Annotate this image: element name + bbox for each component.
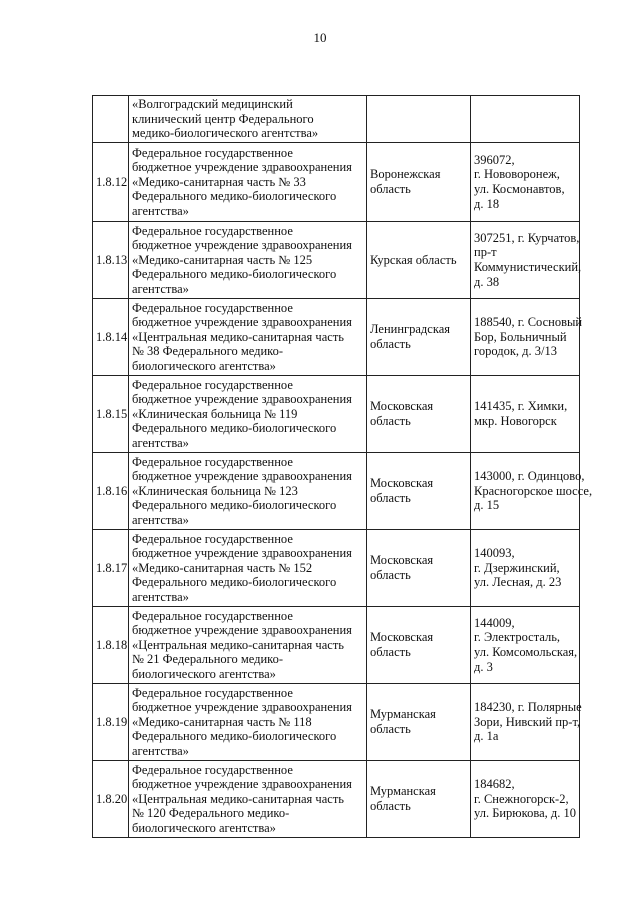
region-cell-line: область — [370, 799, 411, 813]
institution-name — [129, 143, 367, 222]
institution-name — [129, 96, 367, 143]
address-cell — [471, 453, 593, 530]
institution-name-line: бюджетное учреждение здравоохранения — [132, 160, 352, 175]
table-row — [93, 143, 580, 222]
region-cell-line: Курская область — [370, 252, 457, 267]
institution-name-line: агентства» — [132, 435, 189, 450]
institution-name-line: «Центральная медико-санитарная часть — [132, 791, 344, 806]
region-cell — [367, 376, 471, 453]
institution-name-line: Федерального медико-биологического — [132, 498, 337, 513]
address-cell-line: ул. Лесная, д. 23 — [474, 575, 562, 590]
address-cell — [471, 143, 580, 222]
row-number: 1.8.18 — [93, 607, 129, 684]
row-number: 1.8.17 — [93, 530, 129, 607]
region-cell-line: Мурманская — [370, 784, 436, 799]
address-cell-line: 396072, — [474, 152, 515, 167]
region-cell-line: Московская — [370, 553, 434, 568]
address-cell-line: 144009, — [474, 615, 515, 630]
institution-name-line: «Центральная медико-санитарная часть — [132, 637, 344, 652]
institution-name-line: Федеральное государственное — [132, 223, 293, 238]
address-cell-line: д. 15 — [474, 498, 500, 513]
table-row — [93, 299, 580, 376]
institution-name — [129, 684, 367, 761]
address-cell-line: ул. Бирюкова, д. 10 — [474, 806, 576, 821]
institution-name — [129, 453, 367, 530]
address-cell-line: д. 18 — [474, 196, 500, 211]
address-cell-line: 184682, — [474, 777, 515, 792]
institution-name-line: «Медико-санитарная часть № 125 — [132, 252, 313, 267]
address-cell-line: д. 3 — [474, 659, 493, 674]
institution-name-line: Федерального медико-биологического — [132, 267, 337, 282]
table-row — [93, 684, 580, 761]
institution-name-line: бюджетное учреждение здравоохранения — [132, 546, 352, 561]
region-cell — [367, 453, 471, 530]
institution-name-line: Федеральное государственное — [132, 454, 293, 469]
institution-name-line: бюджетное учреждение здравоохранения — [132, 469, 352, 484]
region-cell — [367, 607, 471, 684]
region-cell — [367, 530, 471, 607]
table-row — [93, 530, 580, 607]
institution-name-line: биологического агентства» — [132, 666, 276, 681]
institution-name — [129, 607, 367, 684]
row-number: 1.8.14 — [93, 299, 129, 376]
institutions-table — [92, 95, 593, 838]
address-cell-line: Красногорское шоссе, — [474, 483, 593, 498]
institution-name-line: бюджетное учреждение здравоохранения — [132, 392, 352, 407]
institution-name-line: № 21 Федерального медико- — [132, 652, 284, 667]
address-cell — [471, 96, 580, 143]
address-cell-line: Зори, Нивский пр-т, — [474, 714, 581, 729]
address-cell — [471, 761, 580, 838]
region-cell-line: Мурманская — [370, 707, 436, 722]
table-row — [93, 376, 580, 453]
address-cell-line: ул. Космонавтов, — [474, 182, 565, 196]
row-number — [93, 96, 129, 143]
institution-name-line: Федеральное государственное — [132, 762, 293, 777]
table-row — [93, 607, 580, 684]
institution-name-line: Федерального медико-биологического — [132, 575, 337, 590]
institution-name-line: бюджетное учреждение здравоохранения — [132, 238, 352, 253]
region-cell-line: Московская — [370, 399, 434, 414]
institution-name-line: № 38 Федерального медико- — [132, 344, 284, 359]
address-cell — [471, 684, 580, 761]
address-cell — [471, 607, 580, 684]
region-cell — [367, 299, 471, 376]
address-cell-line: 188540, г. Сосновый — [474, 315, 583, 330]
region-cell-line: область — [370, 414, 411, 428]
table-row — [93, 761, 580, 838]
region-cell-line: Московская — [370, 630, 434, 645]
address-cell-line: д. 38 — [474, 274, 500, 289]
region-cell-line: область — [370, 337, 411, 351]
institution-name-line: Федеральное государственное — [132, 145, 293, 160]
institution-name-line: агентства» — [132, 281, 189, 296]
institution-name — [129, 530, 367, 607]
institution-name-line: «Центральная медико-санитарная часть — [132, 329, 344, 344]
institution-name — [129, 222, 367, 299]
institution-name-line: «Волгоградский медицинский — [132, 97, 293, 112]
address-cell-line: 184230, г. Полярные — [474, 700, 582, 715]
region-cell-line: Воронежская — [370, 167, 441, 182]
institution-name-line: агентства» — [132, 512, 189, 527]
region-cell-line: область — [370, 722, 411, 736]
region-cell-line: область — [370, 491, 411, 505]
address-cell-line: Бор, Больничный — [474, 329, 567, 344]
table-row — [93, 222, 580, 299]
region-cell-line: Ленинградская — [370, 322, 451, 337]
institution-name-line: биологического агентства» — [132, 820, 276, 835]
institution-name-line: Федеральное государственное — [132, 300, 293, 315]
address-cell-line: Коммунистический, — [474, 260, 582, 274]
institution-name-line: «Медико-санитарная часть № 118 — [132, 714, 312, 729]
institution-name-line: Федерального медико-биологического — [132, 421, 337, 436]
address-cell-line: 143000, г. Одинцово, — [474, 469, 585, 484]
address-cell-line: д. 1а — [474, 729, 499, 744]
address-cell-line: г. Снежногорск-2, — [474, 791, 569, 806]
table-row — [93, 96, 580, 143]
page-number: 10 — [313, 30, 327, 45]
row-number: 1.8.13 — [93, 222, 129, 299]
row-number: 1.8.19 — [93, 684, 129, 761]
address-cell — [471, 299, 583, 376]
institution-name-line: Федеральное государственное — [132, 377, 293, 392]
institution-name-line: биологического агентства» — [132, 358, 276, 373]
table-row — [93, 453, 580, 530]
address-cell-line: г. Нововоронеж, — [474, 167, 560, 182]
institution-name-line: медико-биологического агентства» — [132, 126, 319, 141]
address-cell — [471, 222, 580, 299]
institution-name-line: бюджетное учреждение здравоохранения — [132, 700, 352, 715]
institution-name-line: «Клиническая больница № 119 — [132, 406, 298, 421]
address-cell-line: ул. Комсомольская, — [474, 645, 578, 659]
institution-name-line: Федеральное государственное — [132, 608, 293, 623]
institution-name-line: клинический центр Федерального — [132, 111, 314, 126]
institution-name-line: «Медико-санитарная часть № 33 — [132, 174, 306, 189]
institution-name — [129, 299, 367, 376]
address-cell-line: 307251, г. Курчатов, — [474, 230, 580, 245]
address-cell-line: г. Дзержинский, — [474, 560, 560, 575]
institution-name-line: бюджетное учреждение здравоохранения — [132, 777, 352, 792]
address-cell — [471, 376, 580, 453]
institution-name-line: агентства» — [132, 589, 189, 604]
institution-name — [129, 761, 367, 838]
region-cell — [367, 761, 471, 838]
institution-name-line: «Медико-санитарная часть № 152 — [132, 560, 313, 575]
institution-name-line: агентства» — [132, 743, 189, 758]
institution-name-line: агентства» — [132, 203, 189, 218]
region-cell-line: область — [370, 182, 411, 196]
region-cell-line: Московская — [370, 476, 434, 491]
address-cell-line: 141435, г. Химки, — [474, 399, 568, 414]
row-number: 1.8.15 — [93, 376, 129, 453]
region-cell — [367, 684, 471, 761]
institution-name-line: Федерального медико-биологического — [132, 729, 337, 744]
address-cell-line: городок, д. 3/13 — [474, 344, 557, 359]
row-number: 1.8.20 — [93, 761, 129, 838]
institution-name-line: «Клиническая больница № 123 — [132, 483, 298, 498]
institution-name-line: бюджетное учреждение здравоохранения — [132, 623, 352, 638]
region-cell-line: область — [370, 568, 411, 582]
institution-name-line: Федеральное государственное — [132, 531, 293, 546]
institution-name-line: № 120 Федерального медико- — [132, 806, 290, 821]
address-cell-line: пр-т — [474, 245, 497, 260]
address-cell-line: мкр. Новогорск — [474, 414, 557, 428]
institution-name-line: Федерального медико-биологического — [132, 189, 337, 204]
address-cell-line: г. Электросталь, — [474, 630, 561, 645]
institution-name-line: Федеральное государственное — [132, 685, 293, 700]
institution-name — [129, 376, 367, 453]
address-cell-line: 140093, — [474, 546, 515, 561]
row-number: 1.8.16 — [93, 453, 129, 530]
region-cell — [367, 96, 471, 143]
region-cell-line: область — [370, 645, 411, 659]
region-cell — [367, 143, 471, 222]
region-cell — [367, 222, 471, 299]
institution-name-line: бюджетное учреждение здравоохранения — [132, 315, 352, 330]
address-cell — [471, 530, 580, 607]
row-number: 1.8.12 — [93, 143, 129, 222]
